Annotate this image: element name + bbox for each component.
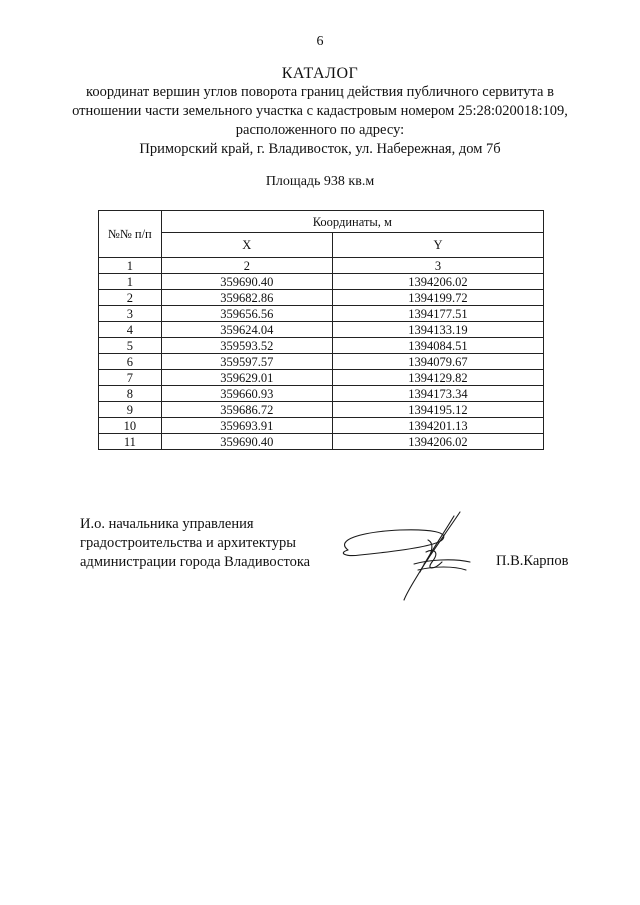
coordinate-y-cell: 1394084.51 [332, 338, 543, 354]
heading-line-4: Приморский край, г. Владивосток, ул. Набережная, дом 7б [139, 141, 501, 157]
coordinates-body [99, 274, 544, 450]
coordinate-x-cell: 359682.86 [161, 290, 332, 306]
heading-line-1: координат вершин углов поворота границ действия публичного сервитута в [86, 84, 554, 100]
column-index-row [99, 258, 544, 274]
point-number-cell: 11 [99, 434, 162, 450]
point-number-cell: 4 [99, 322, 162, 338]
area-text: Площадь 938 кв.м [265, 174, 375, 189]
coordinate-y-cell: 1394133.19 [332, 322, 543, 338]
document-heading [60, 64, 580, 159]
point-number-cell: 9 [99, 402, 162, 418]
column-y-header: Y [332, 233, 543, 258]
coordinates-header: Координаты, м [161, 211, 543, 233]
column-number-header: №№ п/п [99, 211, 162, 258]
table-row [99, 418, 544, 434]
table-row [99, 386, 544, 402]
coordinate-y-cell: 1394199.72 [332, 290, 543, 306]
coordinate-x-cell: 359597.57 [161, 354, 332, 370]
table-row [99, 434, 544, 450]
column-index: 3 [332, 258, 543, 274]
table-row [99, 354, 544, 370]
coordinate-x-cell: 359686.72 [161, 402, 332, 418]
table-row [99, 322, 544, 338]
point-number-cell: 6 [99, 354, 162, 370]
table-row [99, 338, 544, 354]
column-x-header: X [161, 233, 332, 258]
point-number-cell: 10 [99, 418, 162, 434]
table-row [99, 402, 544, 418]
coordinate-x-cell: 359593.52 [161, 338, 332, 354]
table-row [99, 274, 544, 290]
coordinate-x-cell: 359624.04 [161, 322, 332, 338]
coordinate-y-cell: 1394206.02 [332, 274, 543, 290]
signatory-line-3: администрации города Владивостока [80, 554, 311, 570]
coordinate-x-cell: 359693.91 [161, 418, 332, 434]
point-number-cell: 2 [99, 290, 162, 306]
coordinate-y-cell: 1394201.13 [332, 418, 543, 434]
coordinate-x-cell: 359656.56 [161, 306, 332, 322]
signatory-position [80, 515, 340, 572]
coordinate-x-cell: 359690.40 [161, 274, 332, 290]
coordinate-y-cell: 1394195.12 [332, 402, 543, 418]
signatory-line-1: И.о. начальника управления [80, 516, 254, 532]
point-number-cell: 5 [99, 338, 162, 354]
coordinate-y-cell: 1394206.02 [332, 434, 543, 450]
coordinate-x-cell: 359629.01 [161, 370, 332, 386]
point-number-cell: 7 [99, 370, 162, 386]
table-row [99, 290, 544, 306]
table-row [99, 370, 544, 386]
heading-line-2: отношении части земельного участка с кадастровым номером 25:28:020018:109, [72, 103, 568, 119]
coordinates-table [98, 210, 544, 450]
coordinate-y-cell: 1394079.67 [332, 354, 543, 370]
coordinate-x-cell: 359660.93 [161, 386, 332, 402]
coordinate-x-cell: 359690.40 [161, 434, 332, 450]
point-number-cell: 3 [99, 306, 162, 322]
signatory-line-2: градостроительства и архитектуры [80, 535, 297, 551]
column-index: 1 [99, 258, 162, 274]
point-number-cell: 8 [99, 386, 162, 402]
handwritten-signature [330, 500, 480, 610]
document-title: КАТАЛОГ [281, 65, 359, 82]
coordinate-y-cell: 1394173.34 [332, 386, 543, 402]
heading-line-3: расположенного по адресу: [235, 122, 405, 138]
point-number-cell: 1 [99, 274, 162, 290]
page-number: 6 [316, 34, 324, 49]
signatory-name: П.В.Карпов [496, 553, 569, 569]
column-index: 2 [161, 258, 332, 274]
coordinate-y-cell: 1394177.51 [332, 306, 543, 322]
table-row [99, 306, 544, 322]
coordinate-y-cell: 1394129.82 [332, 370, 543, 386]
